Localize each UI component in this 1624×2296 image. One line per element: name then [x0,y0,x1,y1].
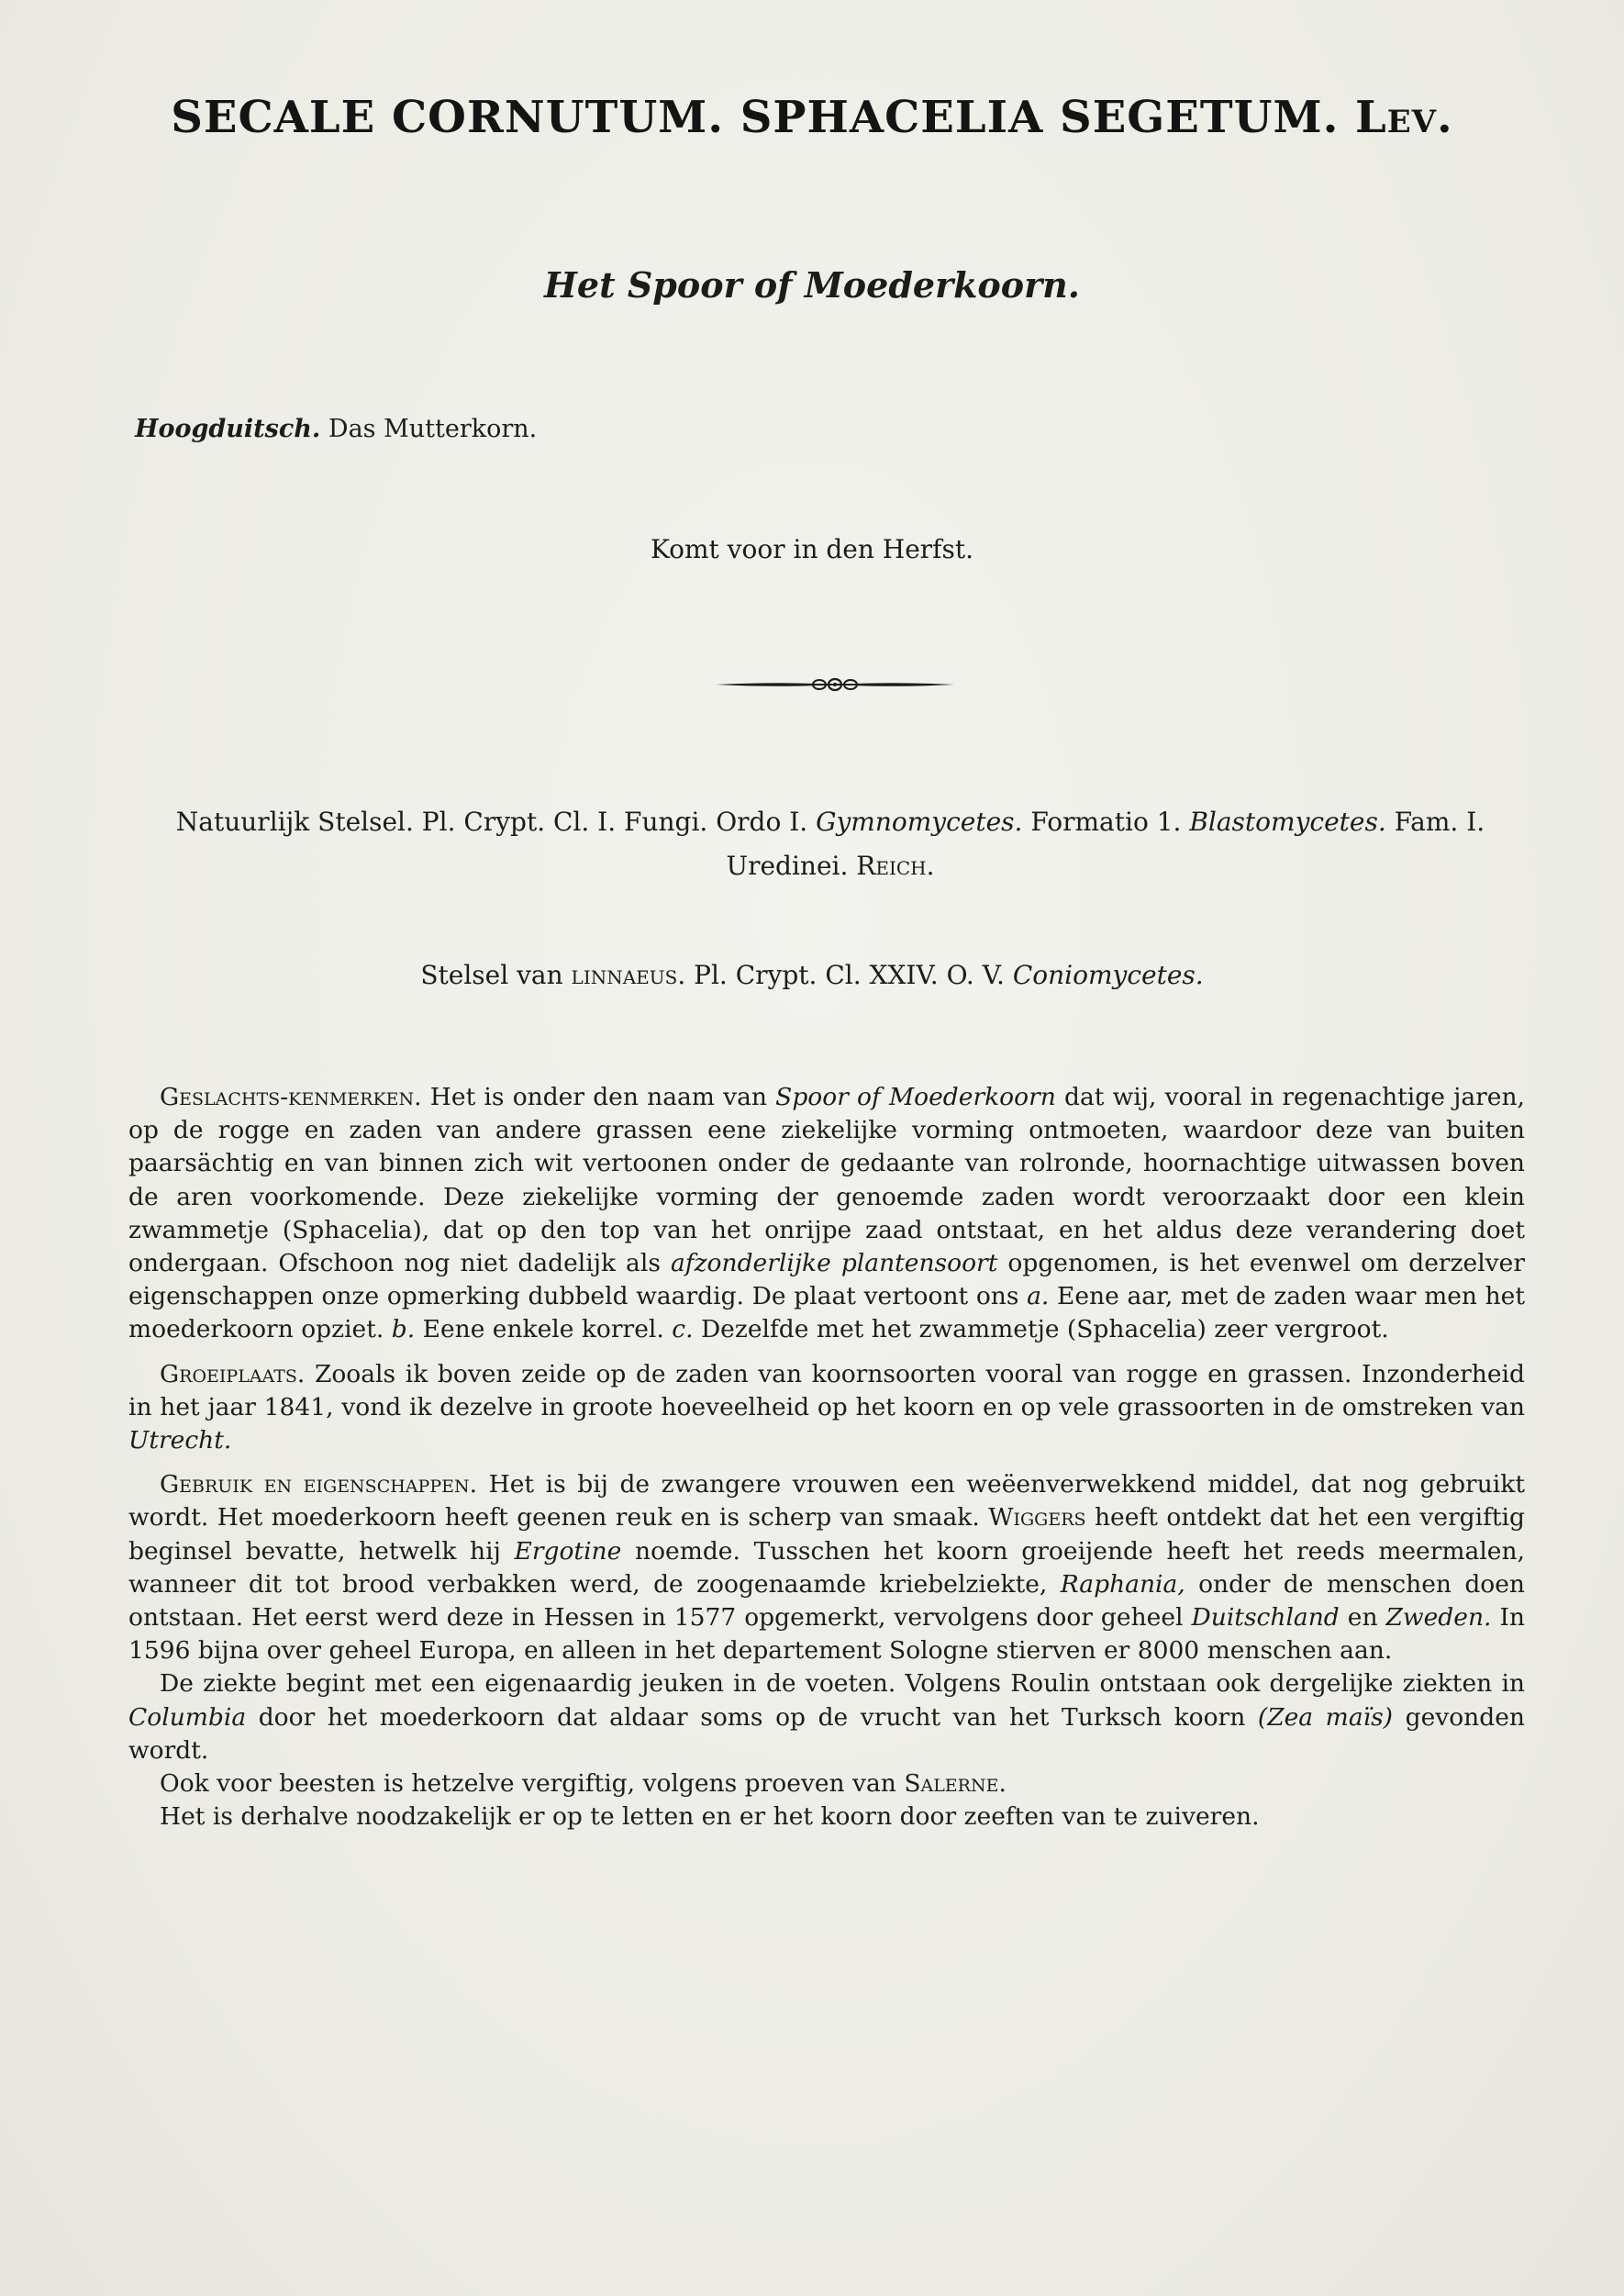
text-run: noemde. Tusschen het koorn groeijende heeft het reeds meermalen, wanneer dit tot brood verbakken werd, de zoogenaamde kriebelziekte, [128,1536,1525,1599]
italic-run: a. [1027,1282,1050,1311]
title-species: SECALE CORNUTUM. SPHACELIA SEGETUM. [171,92,1340,143]
page-subtitle: Het Spoor of Moederkoorn. [544,264,1080,306]
italic-run: Spoor of Moederkoorn [775,1083,1056,1111]
classification-italic: Blastomycetes. [1189,807,1386,837]
german-value: Das Mutterkorn. [328,415,538,443]
italic-run: Columbia [128,1702,247,1732]
paragraph-conclusion [128,1800,1525,1833]
text-run: Ook voor beesten is hetzelve vergiftig, volgens proeven van [160,1769,896,1799]
italic-run: afzonderlijke plantensoort [670,1249,998,1278]
paragraph-use-properties [128,1468,1525,1667]
paragraph-animals [128,1767,1525,1800]
text-run: Eene enkele korrel. [422,1315,664,1344]
classification-text: Fam. I. Uredinei. [726,807,1485,881]
classification-author: Reich. [856,851,935,881]
text-run: heeft ontdekt dat het een vergiftig beginsel bevatte, hetwelk hij [128,1503,1525,1566]
text-run: en [1347,1603,1378,1633]
section-heading: Gebruik en eigenschappen. [160,1470,478,1499]
person-name: Wiggers [988,1503,1086,1533]
ornament-divider [716,674,954,695]
italic-run: Raphania, [1060,1569,1185,1599]
german-label: Hoogduitsch. [135,415,321,443]
text-run: Het is derhalve noodzakelijk er op te letten en er het koorn door zeeften van te zuiveren. [160,1802,1260,1832]
linnaeus-italic: Coniomycetes. [1012,960,1204,990]
linnaeus-classification [0,960,1624,990]
section-heading: Geslachts-kenmerken. [160,1083,422,1111]
linnaeus-text: Pl. Crypt. Cl. XXIV. O. V. [694,960,1005,990]
italic-run: b. [391,1315,416,1344]
german-name [135,415,537,443]
text-run: opgenomen, is het evenwel om derzelver eigenschappen onze opmerking dubbeld waardig. De plaat vertoont ons [128,1249,1526,1311]
paragraph-disease [128,1667,1525,1767]
body-text [128,1081,1525,1833]
natural-system-classification [128,800,1532,888]
classification-text: Natuurlijk Stelsel. Pl. Crypt. Cl. I. Fungi. Ordo I. [175,807,808,837]
italic-run: Duitschland [1191,1603,1340,1633]
season-line: Komt voor in den Herfst. [650,534,974,564]
text-run: Dezelfde met het zwammetje (Sphacelia) zeer vergroot. [700,1315,1389,1344]
text-run: dat wij, vooral in regenachtige jaren, op de rogge en zaden van andere grassen eene ziekelijke vorming ontmoeten, waardoor deze van buiten paarsächtig en van binnen zich wit vertoonen onder de gedaante van rolronde, hoornachtige uitwassen boven de aren voorkomende. Deze ziekelijke vorming der genoemde zaden wordt veroorzaakt door een klein zwammetje (Sphacelia), dat op den top van het onrijpe zaad ontstaat, en het aldus deze verandering doet ondergaan. Ofschoon nog niet dadelijk als [128,1083,1525,1278]
italic-run: c. [672,1315,694,1344]
italic-run: Ergotine [514,1536,622,1566]
text-run: onder de menschen doen ontstaan. Het eerst werd deze in Hessen in 1577 opgemerkt, vervolgens door geheel [128,1569,1525,1633]
italic-run: Utrecht. [128,1426,232,1455]
text-run: Het is onder den naam van [429,1083,767,1111]
page-title [0,92,1624,143]
italic-run: Zweden. [1385,1603,1492,1633]
italic-run: (Zea maïs) [1257,1702,1394,1732]
linnaeus-text: Stelsel van [420,960,563,990]
text-run: Zooals ik boven zeide op de zaden van koornsoorten vooral van rogge en grassen. Inzonderheid in het jaar 1841, vond ik dezelve in groote hoeveelheid op het koorn en op vele grassoorten in de omstreken van [128,1359,1525,1421]
paragraph-habitat [128,1358,1525,1458]
text-run: De ziekte begint met een eigenaardig jeuken in de voeten. Volgens Roulin ontstaan ook dergelijke ziekten in [160,1669,1525,1699]
paragraph-genus-characteristics [128,1081,1525,1347]
classification-text: Formatio 1. [1030,807,1182,837]
text-run: In 1596 bijna over geheel Europa, en alleen in het departement Sologne stierven er 8000 menschen aan. [128,1603,1525,1666]
classification-italic: Gymnomycetes. [816,807,1023,837]
title-author: Lev. [1355,92,1453,143]
text-run: Het is bij de zwangere vrouwen een weëenverwekkend middel, dat nog gebruikt wordt. Het moederkoorn heeft geenen reuk en is scherp van smaak. [128,1470,1525,1533]
text-run: Eene aar, met de zaden waar men het moederkoorn opziet. [128,1282,1526,1344]
section-heading: Groeiplaats. [160,1359,306,1388]
text-run: gevonden wordt. [128,1702,1525,1765]
linnaeus-name: linnaeus. [571,960,686,990]
text-run: door het moederkoorn dat aldaar soms op de vrucht van het Turksch koorn [258,1702,1246,1732]
person-name: Salerne. [904,1769,1007,1799]
